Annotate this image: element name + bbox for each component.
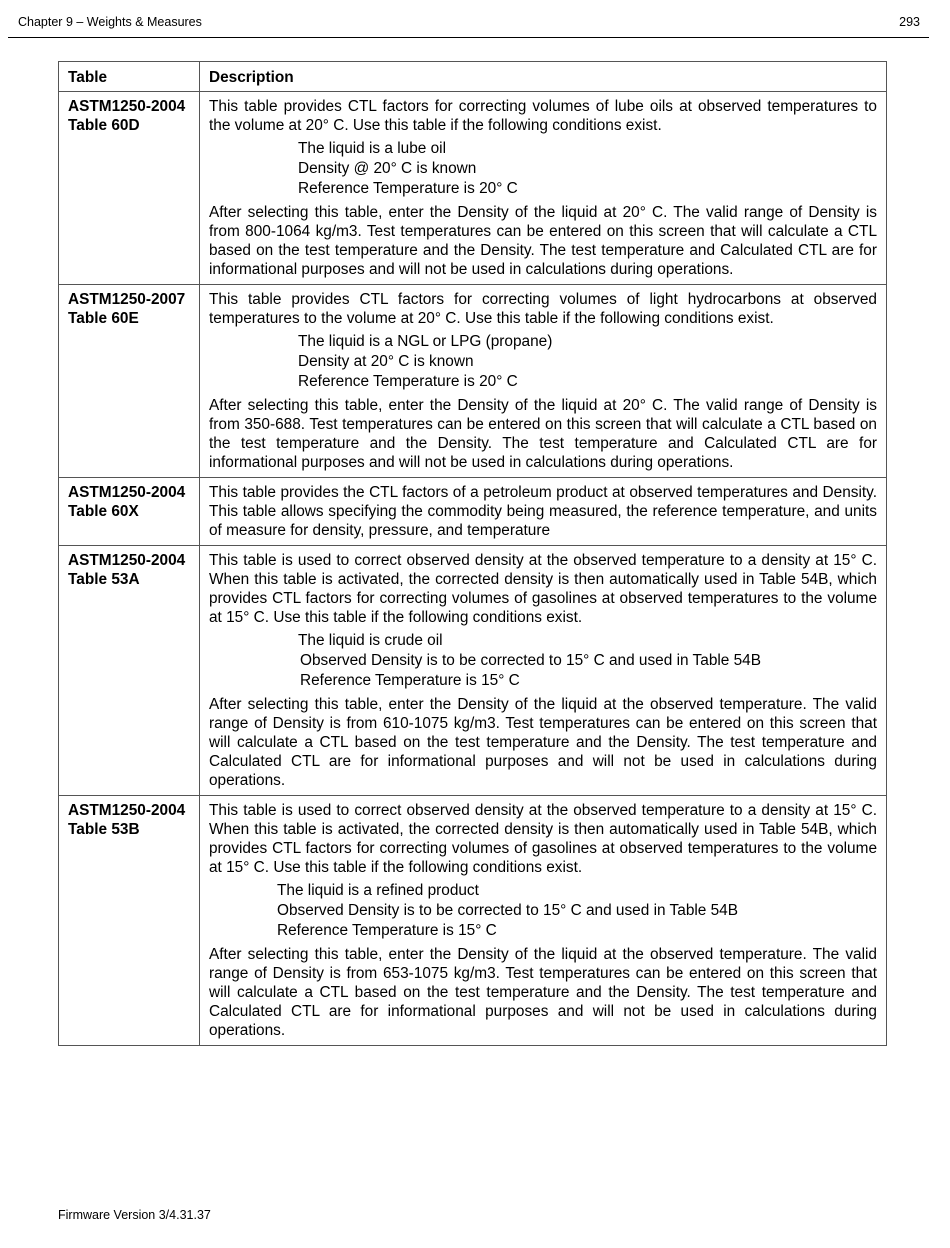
table-row (59, 285, 887, 478)
condition-item: The liquid is a lube oil (298, 140, 447, 157)
chapter-title: Chapter 9 – Weights & Measures (18, 15, 202, 29)
table-name: ASTM1250-2004 Table 53B (59, 796, 200, 1046)
table-name: ASTM1250-2004 Table 60X (59, 478, 200, 546)
table-description (200, 546, 887, 796)
table-header-row (59, 62, 887, 92)
table-name: ASTM1250-2004 Table 60D (59, 92, 200, 285)
page-number: 293 (899, 15, 920, 29)
table-description (200, 285, 887, 478)
description-intro: This table provides CTL factors for correcting volumes of light hydrocarbons at observed temperatures to the volume at 20° C. Use this table if the following conditions exist. (209, 291, 877, 327)
table-row (59, 796, 887, 1046)
condition-item: The liquid is a NGL or LPG (propane) (298, 333, 553, 350)
description-intro: This table is used to correct observed density at the observed temperature to a density at 15° C. When this table is activated, the corrected density is then automatically used in Table 54B, which provides CTL factors for correcting volumes of gasolines at observed temperatures to the volume at 15° C. Use this table if the following conditions exist. (209, 802, 877, 876)
description-intro: This table provides CTL factors for correcting volumes of lube oils at observed temperatures to the volume at 20° C. Use this table if the following conditions exist. (209, 98, 877, 134)
condition-item: The liquid is crude oil (298, 632, 443, 649)
description-after: After selecting this table, enter the Density of the liquid at the observed temperature. The valid range of Density is from 653-1075 kg/m3. Test temperatures can be entered on this screen that will calculate a CTL based on the test temperature and the Density. The test temperature and Calculated CTL are for informational purposes and will not be used in calculations during operations. (209, 946, 877, 1039)
description-intro: This table is used to correct observed density at the observed temperature to a density at 15° C. When this table is activated, the corrected density is then automatically used in Table 54B, which provides CTL factors for correcting volumes of gasolines at observed temperatures to the volume at 15° C. Use this table if the following conditions exist. (209, 552, 877, 626)
table-row (59, 478, 887, 546)
column-header-table: Table (59, 62, 200, 92)
table-row (59, 546, 887, 796)
condition-item: Observed Density is to be corrected to 15° C and used in Table 54B (300, 652, 762, 669)
conditions-list (298, 139, 877, 199)
description-intro: This table provides the CTL factors of a petroleum product at observed temperatures and Density. This table allows specifying the commodity being measured, the reference temperature, and units of measure for density, pressure, and temperature (209, 484, 877, 539)
conditions-list (298, 631, 877, 691)
conditions-list (277, 881, 877, 941)
condition-item: Density @ 20° C is known (298, 160, 477, 177)
description-after: After selecting this table, enter the Density of the liquid at 20° C. The valid range of Density is from 350-688. Test temperatures can be entered on this screen that will calculate a CTL based on the test temperature and the Density. The test temperature and Calculated CTL are for informational purposes and will not be used in calculations during operations. (209, 397, 877, 471)
firmware-version: Firmware Version 3/4.31.37 (58, 1208, 211, 1222)
table-description (200, 92, 887, 285)
description-after: After selecting this table, enter the Density of the liquid at the observed temperature. The valid range of Density is from 610-1075 kg/m3. Test temperatures can be entered on this screen that will calculate a CTL based on the test temperature and the Density. The test temperature and Calculated CTL are for informational purposes and will not be used in calculations during operations. (209, 696, 877, 789)
condition-item: Reference Temperature is 15° C (277, 922, 497, 939)
condition-item: Density at 20° C is known (298, 353, 474, 370)
table-name: ASTM1250-2004 Table 53A (59, 546, 200, 796)
description-after: After selecting this table, enter the Density of the liquid at 20° C. The valid range of Density is from 800-1064 kg/m3. Test temperatures can be entered on this screen that will calculate a CTL based on the test temperature and the Density. The test temperature and Calculated CTL are for informational purposes and will not be used in calculations during operations. (209, 204, 877, 278)
condition-item: Reference Temperature is 20° C (298, 373, 518, 390)
table-name: ASTM1250-2007 Table 60E (59, 285, 200, 478)
table-row (59, 92, 887, 285)
conditions-list (298, 332, 877, 392)
condition-item: Reference Temperature is 15° C (300, 672, 520, 689)
table-description (200, 796, 887, 1046)
condition-item: The liquid is a refined product (277, 882, 479, 899)
table-description (200, 478, 887, 546)
condition-item: Reference Temperature is 20° C (298, 180, 518, 197)
page-header (8, 8, 929, 38)
column-header-description: Description (200, 62, 887, 92)
condition-item: Observed Density is to be corrected to 15° C and used in Table 54B (277, 902, 739, 919)
ctl-tables-table (58, 61, 887, 1046)
